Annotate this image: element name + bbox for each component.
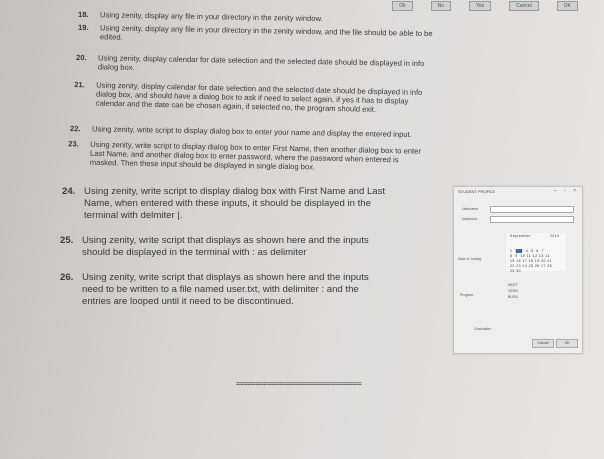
strip-button-ok: Ok bbox=[392, 1, 412, 11]
calendar-week-3: 15 16 17 18 19 20 21 bbox=[510, 259, 553, 263]
dialog-titlebar bbox=[454, 187, 582, 197]
username-label: Username bbox=[462, 207, 479, 211]
password-label: password bbox=[462, 217, 477, 221]
password-field bbox=[490, 216, 574, 223]
separator-line: ================================ bbox=[236, 380, 362, 388]
exercise-item-22: 22. Using zenity, write script to display dialog box to enter your name and display the entered input. bbox=[69, 124, 412, 139]
student-profile-dialog-image bbox=[453, 186, 583, 354]
exercise-item-24: 24. Using zenity, write script to display dialog box with First Name and Last Name, when entered with these inputs, it should be displayed in the terminal with delmiter |. bbox=[62, 186, 386, 221]
program-option-2: CENG bbox=[508, 289, 519, 293]
date-of-joining-label: Date of Joining bbox=[458, 257, 482, 261]
exercise-item-18: 18. Using zenity, display any file in your directory in the zenity window. bbox=[77, 9, 323, 24]
window-controls-icon: – ▫ × bbox=[553, 188, 579, 194]
program-option-1: NEST bbox=[508, 283, 518, 287]
calendar-week-2: 8 9 10 11 12 13 14 bbox=[510, 254, 550, 258]
exercise-item-23: 23. Using zenity, write script to display dialog box to enter First Name, then another dialog box to enter Last Name, and another dialog box to enter password, where the password when entered is masked. Then these input should be displayed in single dialog box. bbox=[68, 139, 422, 172]
strip-button-yes: Yes bbox=[469, 1, 491, 11]
calendar-week-1: 1 2 3 4 5 6 7 bbox=[510, 249, 545, 253]
dialog-title: STUDENT PROFILE bbox=[458, 189, 496, 194]
calendar-year: 2019 bbox=[550, 234, 560, 238]
exercise-item-26: 26. Using zenity, write script that displays as shown here and the inputs need to be written to a file named user.txt, with delimiter : and the entries are looped until it need to be discontinued. bbox=[60, 272, 369, 307]
program-option-3: BUSN bbox=[508, 295, 518, 299]
graduation-label: Graduation bbox=[474, 327, 492, 331]
exercise-item-25: 25. Using zenity, write script that displays as shown here and the inputs should be displayed in the terminal with : as delimiter bbox=[60, 235, 369, 258]
exercise-item-19: 19. Using zenity, display any file in your directory in the zenity window, and the file should be able to be edited. bbox=[78, 22, 433, 42]
strip-button-cancel: Cancel bbox=[509, 1, 539, 11]
strip-button-no: No bbox=[431, 1, 451, 11]
calendar-month: September bbox=[510, 234, 532, 238]
calendar-week-5: 29 30 bbox=[510, 269, 521, 273]
strip-button-ok-2: OK bbox=[557, 1, 578, 11]
username-field bbox=[490, 206, 574, 213]
cancel-button: Cancel bbox=[532, 339, 554, 348]
ok-button: OK bbox=[556, 339, 578, 348]
exercise-item-20: 20. Using zenity, display calendar for date selection and the selected date should be displayed in info dialog box. bbox=[76, 52, 425, 72]
exercise-item-21: 21. Using zenity, display calendar for date selection and the selected date should be displayed in info dialog box, and should have a dialog box to ask if need to select again, if yes it has to display calendar and the date can be chosen again, if selected no, the program should exit. bbox=[74, 80, 423, 114]
program-label: Program bbox=[460, 293, 474, 297]
calendar-widget bbox=[506, 233, 566, 271]
calendar-week-4: 22 23 24 25 26 27 28 bbox=[510, 264, 553, 268]
